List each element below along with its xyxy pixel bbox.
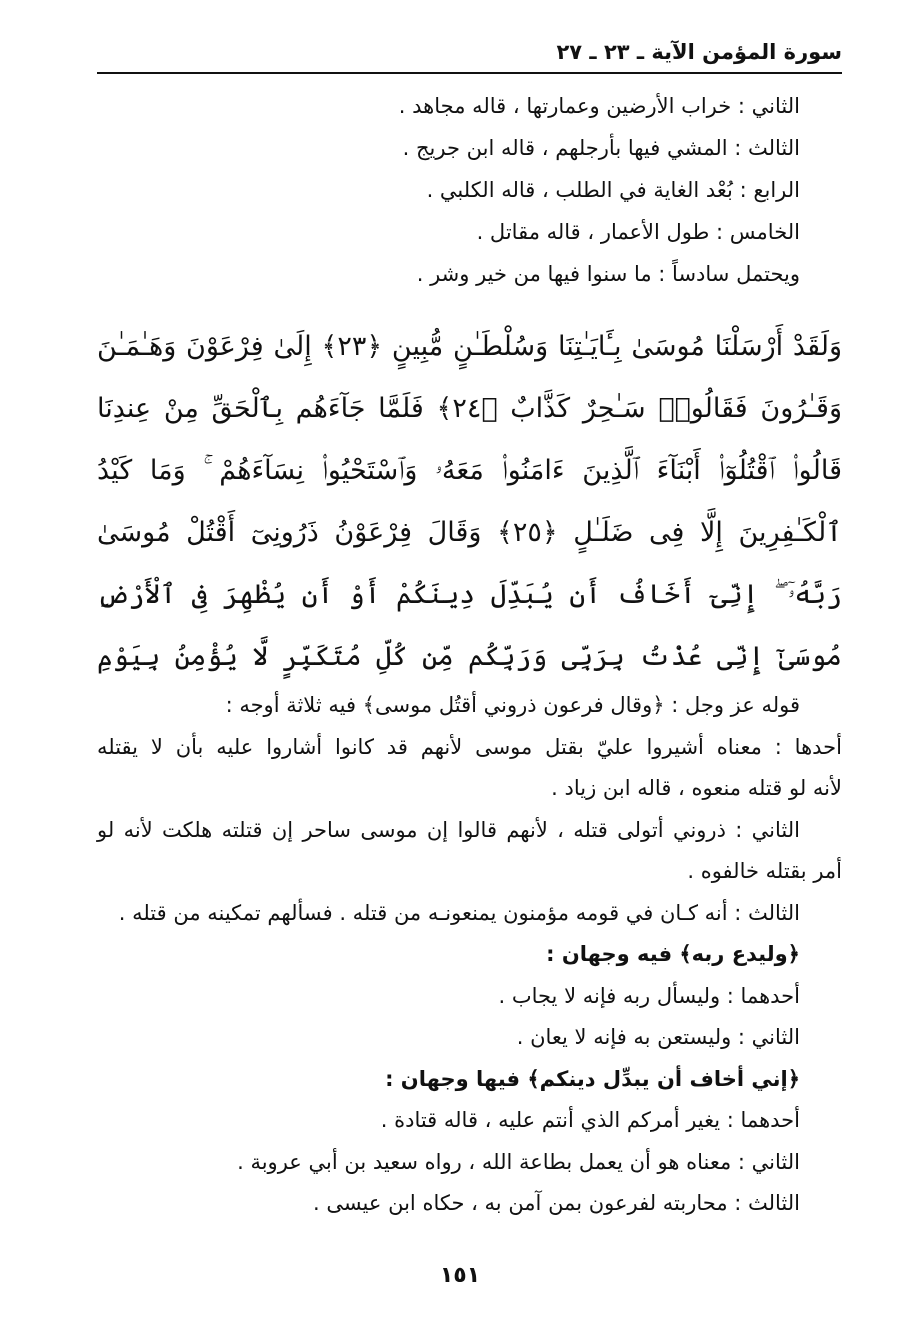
- running-header: [97, 38, 842, 74]
- text-line: الخامس : طول الأعمار ، قاله مقاتل .: [476, 220, 800, 244]
- text-line: الرابع : بُعْد الغاية في الطلب ، قاله الكلبي .: [426, 178, 800, 202]
- text-line: أحدهما : وليسأل ربه فإنه لا يجاب .: [498, 983, 800, 1008]
- verse-line: رَبَّهُۥٓ ۖ إِنِّىٓ أَخَافُ أَن يُبَدِّلَ دِينَكُمْ أَوْ أَن يُظْهِرَ فِى ٱلْأَرْضِ: [97, 579, 842, 610]
- text-line: ويحتمل سادساً : ما سنوا فيها من خير وشر .: [416, 262, 800, 286]
- text-line: الثالث : أنه كـان في قومه مؤمنون يمنعونـه من قتله . فسألهم تمكينه من قتله .: [118, 900, 800, 925]
- text-line: الثاني : وليستعن به فإنه لا يعان .: [516, 1025, 800, 1049]
- verse-line: وَلَقَدْ أَرْسَلْنَا مُوسَىٰ بِـَٔايَـٰتِنَا وَسُلْطَـٰنٍ مُّبِينٍ ﴿٢٣﴾ إِلَىٰ فِرْعَوْنَ وَهَـٰمَـٰنَ: [97, 331, 842, 362]
- verse-line: مُوسَىٰٓ إِنِّى عُذْتُ بِرَبِّى وَرَبِّكُم مِّن كُلِّ مُتَكَبِّرٍ لَّا يُؤْمِنُ بِيَوْمِ: [97, 641, 842, 672]
- text-line: الثالث : المشي فيها بأرجلهم ، قاله ابن جريج .: [402, 136, 800, 160]
- quran-verses: [97, 316, 842, 688]
- text-line: أحدهما : يغير أمركم الذي أنتم عليه ، قاله قتادة .: [380, 1108, 800, 1132]
- text-line: أحدها : معناه أشيروا عليّ بقتل موسى لأنهم قد كانوا أشاروا عليه بأن لا يقتله: [97, 734, 842, 759]
- verse-line: ٱلْكَـٰفِرِينَ إِلَّا فِى ضَلَـٰلٍ ﴿٢٥﴾ وَقَالَ فِرْعَوْنُ ذَرُونِىٓ أَقْتُلْ مُوسَىٰ: [97, 517, 842, 548]
- text-line: أمر بقتله خالفوه .: [687, 859, 842, 883]
- verse-line: قَالُوا۟ ٱقْتُلُوٓا۟ أَبْنَآءَ ٱلَّذِينَ ءَامَنُوا۟ مَعَهُۥ وَٱسْتَحْيُوا۟ نِسَآءَهُمْ ۚ وَمَا كَيْدُ: [97, 455, 842, 486]
- text-line: الثاني : ذروني أتولى قتله ، لأنهم قالوا إن موسى ساحر إن قتلته هلكت لأنه لو: [97, 817, 800, 842]
- text-line: ﴿إني أخاف أن يبدِّل دينكم﴾ فيها وجهان :: [385, 1066, 800, 1091]
- page-number: ١٥١: [439, 1263, 481, 1288]
- verse-line: وَقَـٰرُونَ فَقَالُوا۟ سَـٰحِرٌ كَذَّابٌ ﴿٢٤﴾ فَلَمَّا جَآءَهُم بِٱلْحَقِّ مِنْ عِندِنَا: [97, 393, 842, 424]
- text-line: الثاني : خراب الأرضين وعمارتها ، قاله مجاهد .: [398, 94, 800, 118]
- opening-commentary: [97, 85, 842, 295]
- verse-commentary: [97, 685, 842, 1225]
- text-line: الثالث : محاربته لفرعون بمن آمن به ، حكاه ابن عيسى .: [312, 1191, 800, 1215]
- text-line: قوله عز وجل : ﴿وقال فرعون ذروني أقتُل موسى﴾ فيه ثلاثة أوجه :: [225, 693, 800, 717]
- text-line: ﴿وليدع ربه﴾ فيه وجهان :: [546, 942, 800, 966]
- header-title: سورة المؤمن الآية ـ ٢٣ ـ ٢٧: [556, 40, 842, 64]
- text-line: الثاني : معناه هو أن يعمل بطاعة الله ، رواه سعيد بن أبي عروبة .: [237, 1149, 800, 1174]
- text-line: لأنه لو قتله منعوه ، قاله ابن زياد .: [551, 776, 842, 800]
